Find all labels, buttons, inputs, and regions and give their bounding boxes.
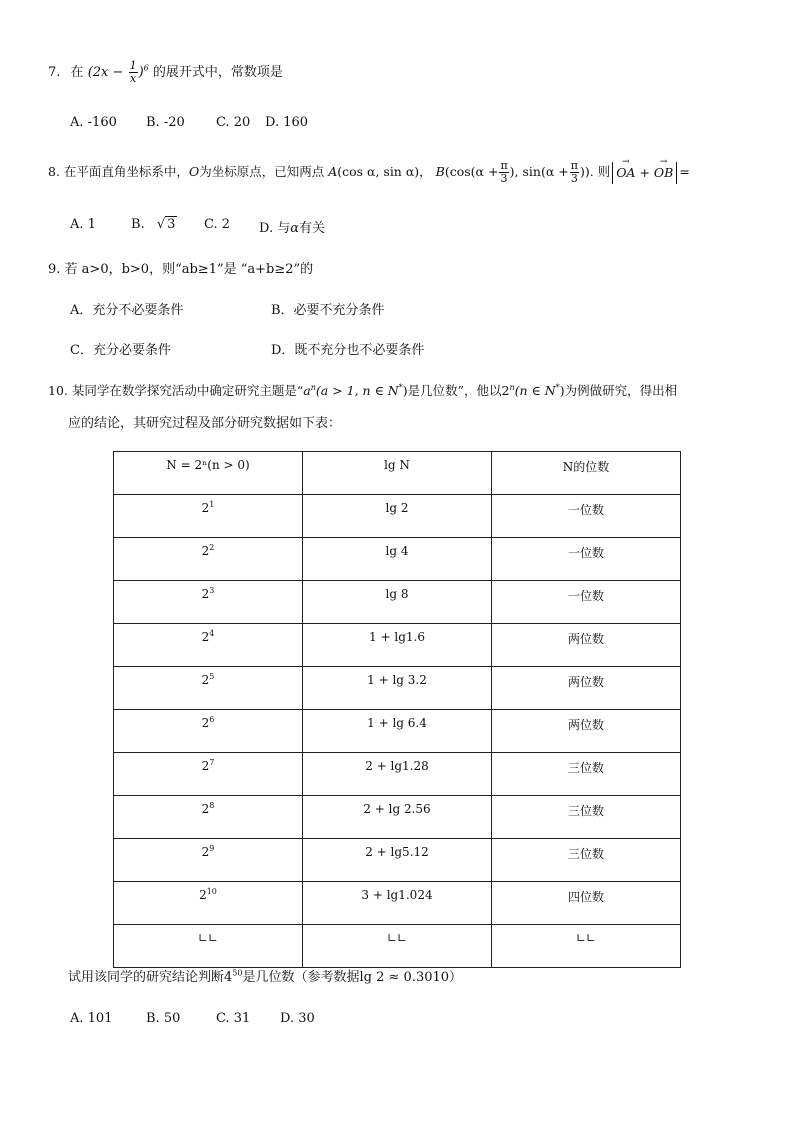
digits-cell: 一位数 <box>492 581 681 624</box>
lg-cell: 2 + lg1.28 <box>303 753 492 796</box>
digits-cell: 四位数 <box>492 882 681 925</box>
table-row <box>114 796 681 839</box>
q8-option-d: D. 与α有关 <box>259 221 326 236</box>
table-row <box>114 624 681 667</box>
digits-cell: ∟∟ <box>492 925 681 968</box>
q7-option-b: B. -20 <box>146 115 185 130</box>
q8-stem: 8. 在平面直角坐标系中，O为坐标原点，已知两点 A(cos α, sin α)， B(cos(α + $\frac{\pi}{3}$ ), sin(α + $\frac{\pi}{3}$ )). 则→ OA + → OB = <box>48 160 690 185</box>
lg-cell: 1 + lg 3.2 <box>303 667 492 710</box>
table-row <box>114 581 681 624</box>
digits-cell: 三位数 <box>492 796 681 839</box>
q9-option-d: D．既不充分也不必要条件 <box>271 343 425 358</box>
q9-option-b: B．必要不充分条件 <box>271 303 385 318</box>
table-row <box>114 925 681 968</box>
lg-cell: 1 + lg 6.4 <box>303 710 492 753</box>
lg-cell: 2 + lg5.12 <box>303 839 492 882</box>
q8-number: 8. <box>48 164 60 179</box>
table-row <box>114 753 681 796</box>
digits-cell: 两位数 <box>492 710 681 753</box>
table-row <box>114 882 681 925</box>
lg-cell: 3 + lg1.024 <box>303 882 492 925</box>
q7-expression: (2x − $\frac{1}{x}$ )$^6$ <box>87 59 149 85</box>
q9-option-a: A．充分不必要条件 <box>70 303 184 318</box>
lg-cell: 2 + lg 2.56 <box>303 796 492 839</box>
q10-follow-up: 试用该同学的研究结论判断$4^{50}$是几位数（参考数据lg 2 ≈ 0.3010） <box>68 968 463 985</box>
digits-cell: 两位数 <box>492 624 681 667</box>
lg-cell: lg 2 <box>303 495 492 538</box>
power-cell: $2^7$ <box>114 753 303 796</box>
lg-cell: 1 + lg1.6 <box>303 624 492 667</box>
power-cell: $2^8$ <box>114 796 303 839</box>
q10-stem-line1: 10. 某同学在数学探究活动中确定研究主题是“$a^n(a > 1$, n ∈ N*)是几位数”，他以2$^n$(n ∈ N*)为例做研究，得出相 <box>48 382 678 398</box>
q10-option-d: D. 30 <box>280 1011 315 1026</box>
table-header-cell: lg N <box>303 452 492 495</box>
q7-option-c: C. 20 <box>216 115 251 130</box>
table-row <box>114 839 681 882</box>
q9-stem: 9. 若 a>0，b>0，则“ab≥1”是 “a+b≥2”的 <box>48 262 314 277</box>
power-cell: $2^4$ <box>114 624 303 667</box>
table-header-cell: N的位数 <box>492 452 681 495</box>
q10-option-c: C. 31 <box>216 1011 251 1026</box>
q10-option-b: B. 50 <box>146 1011 181 1026</box>
q8-option-b: B. √ 3 <box>131 217 176 232</box>
q9-option-c: C．充分必要条件 <box>70 343 171 358</box>
digits-cell: 一位数 <box>492 495 681 538</box>
table-row <box>114 495 681 538</box>
q8-vector-sum: → OA + → OB <box>612 162 677 184</box>
table-row <box>114 710 681 753</box>
lg-cell: lg 4 <box>303 538 492 581</box>
research-table <box>113 451 681 968</box>
q9-number: 9. <box>48 262 61 277</box>
q10-number: 10. <box>48 383 68 398</box>
power-cell: $2^{10}$ <box>114 882 303 925</box>
q8-option-c: C. 2 <box>204 217 231 232</box>
digits-cell: 三位数 <box>492 753 681 796</box>
table-row <box>114 667 681 710</box>
q7-stem: 7. 在 (2x − $\frac{1}{x}$ )$^6$ 的展开式中，常数项是 <box>48 59 283 85</box>
power-cell: ∟∟ <box>114 925 303 968</box>
power-cell: $2^5$ <box>114 667 303 710</box>
q7-option-a: A. -160 <box>70 115 117 130</box>
lg-cell: ∟∟ <box>303 925 492 968</box>
lg-cell: lg 8 <box>303 581 492 624</box>
q7-option-d: D. 160 <box>265 115 309 130</box>
power-cell: $2^9$ <box>114 839 303 882</box>
q10-stem-line2: 应的结论，其研究过程及部分研究数据如下表： <box>68 416 342 431</box>
digits-cell: 三位数 <box>492 839 681 882</box>
table-header-row <box>114 452 681 495</box>
digits-cell: 一位数 <box>492 538 681 581</box>
q7-number: 7. <box>48 65 61 80</box>
table-row <box>114 538 681 581</box>
q8-option-a: A. 1 <box>70 217 96 232</box>
power-cell: $2^2$ <box>114 538 303 581</box>
power-cell: $2^1$ <box>114 495 303 538</box>
q10-option-a: A. 101 <box>70 1011 113 1026</box>
table-header-cell: N = 2ⁿ(n > 0) <box>114 452 303 495</box>
digits-cell: 两位数 <box>492 667 681 710</box>
power-cell: $2^6$ <box>114 710 303 753</box>
power-cell: $2^3$ <box>114 581 303 624</box>
